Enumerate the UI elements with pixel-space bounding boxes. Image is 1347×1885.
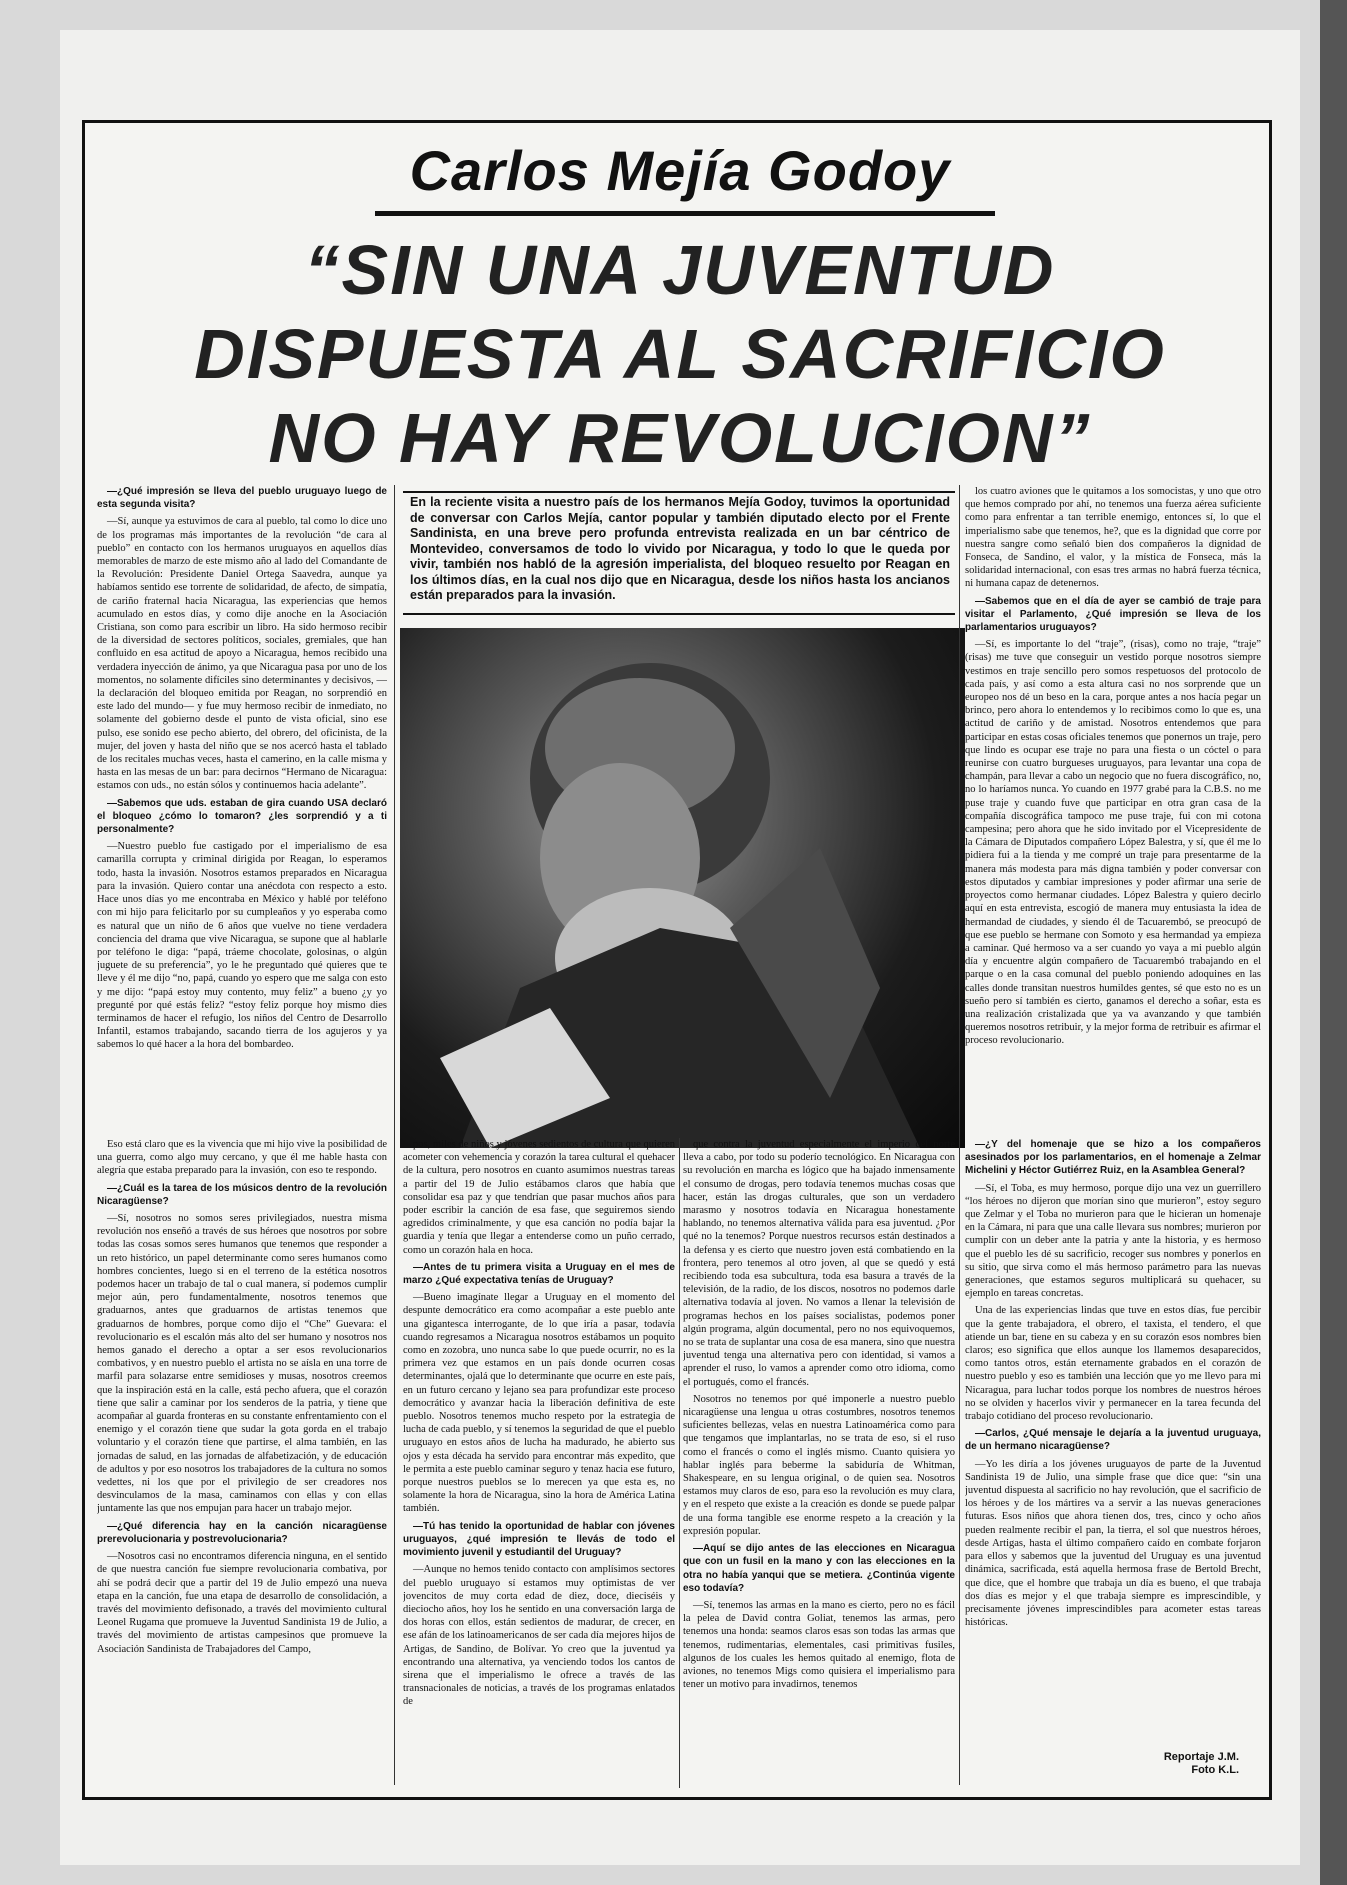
column-rule-2 bbox=[679, 1138, 680, 1788]
question-paragraph: —Aquí se dijo antes de las elecciones en Nicaragua que con un fusil en la mano y con las elecciones en la otra no había yanqui que se metiera. ¿Continúa vigente eso todavía? bbox=[683, 1543, 955, 1594]
portrait-photo bbox=[400, 628, 965, 1148]
column-middle-right bbox=[683, 1138, 955, 1793]
question-paragraph: —Carlos, ¿Qué mensaje le dejaría a la juventud uruguaya, de un hermano nicaragüense? bbox=[965, 1428, 1261, 1453]
question-paragraph: —¿Y del homenaje que se hizo a los compañeros asesinados por los parlamentarios, en el homenaje a Zelmar Michelini y Héctor Gutiérrez Ruiz, en la Asamblea General? bbox=[965, 1139, 1261, 1177]
headline-line-1: “SIN UNA JUVENTUD bbox=[304, 231, 1056, 309]
column-left-bottom bbox=[97, 1138, 387, 1793]
answer-paragraph: —Sí, el Toba, es muy hermoso, porque dijo una vez un guerrillero “los héroes no dijeron que morían sino que murieron”, estoy seguro que Zelmar y el Toba no murieron para que le hicieran un homenaje en la Cámara, ni para que una calle llevara sus nombres; murieron por cumplir con un deber ante la patria y ante la historia, y es hermoso que el pueblo les dé su sacrificio, recoger sus nombres y ponerlos en su sitio, que sirva como el más hermoso parámetro para las nuevas generaciones, que estamos seguros multiplicará su quehacer, su ejemplo en tareas concretas. bbox=[965, 1182, 1261, 1300]
headline-line-2: DISPUESTA AL SACRIFICIO bbox=[194, 315, 1166, 393]
answer-paragraph: —Aunque no hemos tenido contacto con amplísimos sectores del pueblo uruguayo sí estamos muy optimistas de ver jovencitos de muy corta edad de diez, doce, dieciséis y dieciocho años, hoy los he sentido en una conversación larga de dos horas con ellos, están sedientos de madurar, de crecer, en ese afán de los latinoamericanos de ser cada día mejores hijos de Artigas, de Sandino, de Bolívar. Yo creo que la juventud ya encontrando una alternativa, ya venciendo todos los cantos de sirena que el imperialismo le ofrece a través de las transnacionales de noticias, a través de los programas enlatados de bbox=[403, 1564, 675, 1708]
intro-paragraph: En la reciente visita a nuestro país de los hermanos Mejía Godoy, tuvimos la oportunidad de conversar con Carlos Mejía, cantor popular y también diputado electo por el Frente Sandinista, en una breve pero profunda entrevista realizada en un bar céntrico de Montevideo, conversamos de todo lo vivido por Nicaragua, y todo lo que le queda por vivir, también nos habló de la agresión imperialista, del bloqueo resuelto por Reagan en los últimos días, en la cual nos dijo que en Nicaragua, desde los niños hasta los ancianos están preparados para la invasión. bbox=[410, 495, 950, 602]
answer-paragraph: —Nuestro pueblo fue castigado por el imperialismo de esa camarilla corrupta y criminal dirigida por Reagan, lo esperamos todo, hasta la invasión. Nosotros estamos preparados en Nicaragua para la invasión. Quiero contar una anécdota con respecto a esto. Hace unos días yo me encontraba en México y hablé por teléfono con mi hijo para felicitarlo por su cumpleaños y yo esperaba como es natural que un niño de 6 años que vuelve no tiene verdadera conciencia del drama que vive Nicaragua, se supone que al hablarle por teléfono le diga: “papá, tráeme chocolate, golosinas, o algún juguete de su preferencia”, yo le he preguntado qué quieres que te lleve y él me dijo “no, papá, cuando yo espero que me salga con esto y me dijo: “papá estoy muy contento, muy feliz” a bueno ¿y yo pregunté por qué estás feliz? “estoy feliz porque hoy mismo dies terminamos de hacer el refugio, los niños del Centro de Desarrollo Infantil, estamos trabajando, sacando tierra de los agujeros y ya sabemos lo qué hacer a la hora del bombardeo. bbox=[97, 841, 387, 1051]
answer-paragraph: —Sí, es importante lo del “traje”, (risas), como no traje, “traje” (risas) me tuve que conseguir un vestido porque nosotros siempre vestimos en traje sencillo pero somos respetuosos del protocolo de cada país, y así como a esta altura casi no nos sorprende que un europeo nos dé un beso en la cara, porque antes a nos hacía pegar un brinco, pero ahora lo entendemos y lo recibimos como lo que es, una actitud de cariño y de amistad. Nosotros entendemos que para participar en estas cosas oficiales tenemos que ponernos un traje, pero que lindo es ocupar ese traje no para una fiesta o un cóctel o para reunirse con cuatro burgueses uruguayos, para levantar una copa de champán, para llevar a cabo un negocio que no fuera discográfico, no, no lo haríamos nunca. Yo cuando en 1977 grabé para la C.B.S. no me puse traje y cuando fuve que participar en otra gran casa de la compañía discográfica tampoco me puse traje, fui con mi cotona campesina; pero ahora que he sido invitado por el Vicepresidente de la Cámara de Diputados compañero López Balestra, y sí, que él me lo pidiera fui a la tienda y me compré un traje para presentarme de la manera más modesta para más digna también y poder conversar con estos diputados y cambiar impresiones y poder afirmar una serie de proyectos como hermanar ciudades. López Balestra y quiero decirlo aquí en esta entrevista, escogió de manera muy entusiasta la idea de hermandad de ciudades, y siendo él de Tacuarembó, se preocupó de que ese pueblo se hermane con Somoto y esa hermandad ya empieza a caminar. Qué hermoso va a ser cuando yo vaya a mi pueblo algún día y encuentre algún compañero de Tacuarembó trabajando en el parque o en la casa comunal del pueblo poniendo adoquines en las calles donde transitan nuestros humildes gentes, sé que esto no es un sueño pero sí también es cierto, ganamos el derecho a soñar, esta es una realización cristalizada que ya va avanzando y que también queremos nosotros retribuir, y la mejor forma de retribuir es afirmar el proceso revolucionario. bbox=[965, 639, 1261, 1047]
column-left-top bbox=[97, 485, 387, 1133]
article-credits bbox=[1164, 1751, 1239, 1777]
answer-paragraph: —Sí, nosotros no somos seres privilegiados, nuestra misma revolución nos enseñó a través de sus héroes que nosotros por sobre todas las cosas somos seres humanos que tenemos que responder a un reto histórico, un papel determinante como seres humanos como hombres concientes, luego si en el terreno de la estética nosotros podemos hacer un trabajo de tal o cual manera, sí podemos cumplir mejor aún, pero fundamentalmente, nosotros tenemos que graduarnos, antes que graduarnos de artistas tenemos que graduarnos de hombres, porque como dijo el “Che” Guevara: el revolucionario es el escalón más alto del ser humano y nosotros nos hemos ganado el derecho a optar a ser esos revolucionarios combativos, y en nuestro pueblo el artista no se aísla en una torre de marfil para solazarse entre semidioses y musas, nosotros creemos que la inspiración está en la calle, está pecho afuera, que el corazón tiene que salir a caminar por los senderos de la patria, y tiene que acompañar al guarda fronteras en su constante enfrentamiento con el enemigo y el corazón tiene que sudar la gota gorda en el trabajo voluntario y el corazón tiene que partirse, el alma también, en las jornadas de salud, en las jornadas de alfabetización, y de educación de adultos y por eso nosotros los trabajadores de la cultura no somos vedettes, ni los que por el privilegio de ser creadores nos desvinculamos de la masa, caminamos con ellas y con ellas juntamente las que nos empujan para hacer un trabajo mejor. bbox=[97, 1213, 387, 1515]
answer-paragraph: Una de las experiencias lindas que tuve en estos días, fue percibir que la gente trabajadora, el obrero, el taxista, el tendero, el que atiende un bar, tiene en su cabeza y en su corazón esos nombres bien claros; eso significa que ellos aunque los llamemos desaparecidos, como tantos otros, están eternamente grabados en el corazón de nuestro pueblo y eso es también una lección que yo me llevo para mi Nicaragua, para luchar todos porque los nombres de nuestros héroes no se olviden y hacerlos vivir y permanecer en la tarea fecunda del trabajo cotidiano del proceso revolucionario. bbox=[965, 1305, 1261, 1423]
article-name: Carlos Mejía Godoy bbox=[409, 139, 951, 202]
column-right-bottom bbox=[965, 1138, 1261, 1748]
answer-paragraph: pos, miles de niños y jóvenes sedientos de cultura que quieren acometer con vehemencia y corazón la tarea cultural el quehacer de la cultura, pero nosotros en cuanto asumimos nuestras tareas a partir del 19 de Julio estábamos claros que había que consolidar esa paz y que tendrían que pasar muchos años para poder escribir la canción de esa fase, que seguiremos siendo agredidos criminalmente, y que esa canción no podía bajar la guardia y tenía que llegar a entenderse como un puño cerrado, como un corazón hala en hoca. bbox=[403, 1139, 675, 1256]
answer-paragraph: —Bueno imagínate llegar a Uruguay en el momento del despunte democrático era como acompañar a este pueblo ante una gigantesca interrogante, de lo que iría a pasar, todavía cuando regresamos a Nicaragua nosotros estábamos un poquito como en zozobra, uno nunca sabe lo que puede ocurrir, no es la primera vez que estamos en un país donde ocurren cosas determinantes, ojalá que lo determinante que ocurre en este país, en un futuro cercano y lejano sea para profundizar este proceso democrático y avanzar hacia la liberación definitiva de este pueblo. Nosotros tenemos mucho respeto por la estrategia de lucha de cada pueblo, y sí tenemos la seguridad de que el pueblo uruguayo en estos años de lucha ha madurado, he abierto sus ojos y esta década ha servido para encontrar más expedito, que le permita a este pueblo caminar seguro y tenaz hacia ese futuro, porque nuestros pueblos se lo merecen ya que esta es, no solamente la hora de Nicaragua, sino la hora de América Latina también. bbox=[403, 1292, 675, 1515]
answer-paragraph: que contra la juventud especialmente el imperio del norte lleva a cabo, por todo su poderío tecnológico. En Nicaragua con su revolución en marcha es lógico que ha bajado inmensamente el consumo de drogas, pero todavía tenemos muchas cosas que hacer, están las drogas culturales, que son un verdadero marasmo y nosotros todavía en Nicaragua honestamente hablando, no tenemos alternativa válida para esa juventud. ¿Por qué no la tenemos? Porque nuestros recursos están destinados a la defensa y es cierto que nuestro joven está combatiendo en la frontera, pero tenemos al otro joven, al que se quedó y está recibiendo toda esa subcultura, toda esa basura a través de la televisión, de la radio, de los discos, nosotros no podemos darle alternativa todavía al joven. No vamos a llenar la televisión de programas hechos en los países socialistas, podemos poner algún programa, algún documental, pero no nos equivoquemos, no se trata de suplantar una cosa de esa manera, sino que nuestra juventud tenga una alternativa pero con identidad, si vamos a aprender el ruso, lo vamos a aprender como otro idioma, como el portugués, como el francés. bbox=[683, 1139, 955, 1388]
article-headline bbox=[125, 228, 1235, 480]
answer-paragraph: Eso está claro que es la vivencia que mi hijo vive la posibilidad de una guerra, como algo muy cercano, y que él me hable hasta con alegría que estaba preparado para la invasión, con eso te respondo. bbox=[97, 1139, 387, 1177]
question-paragraph: —Tú has tenido la oportunidad de hablar con jóvenes uruguayos, ¿qué impresión te llevás de todo el movimiento juvenil y estudiantil del Uruguay? bbox=[403, 1520, 675, 1559]
answer-paragraph: —Sí, aunque ya estuvimos de cara al pueblo, tal como lo dice uno de los programas más importantes de la revolución “de cara al pueblo” en contacto con los hermanos uruguayos en aquellos días memorables de marzo de este mismo año al lado del Comandante de la Revolución: Presidente Daniel Ortega Saavedra, aunque ya habíamos sentido ese torrente de solidaridad, de afecto, de simpatía, de cariño fraternal hacia Nicaragua, las experiencias que hemos acumulado en estos días, y como dije anoche en la Asociación Cristiana, son como para escribir un libro. Ha sido hermoso recibir de la diversidad de sectores políticos, sociales, gremiales, que han confluido en esa actitud de apoyo a Nicaragua, hemos recibido una verdadera inyección de ánimo, ya que Nicaragua pasa por uno de los momentos, no solamente difíciles sino determinantes y decisivos, —la declaración del bloqueo emitida por Reagan, no sorprendió en este lado del mundo— y fue muy hermoso recibir de inmediato, no solamente del gobierno desde el punto de vista oficial, sino ese pulso, ese sonido ese pecho abierto, del obrero, del oficinista, de la mujer, del joven y hasta del niño que se nos acercó hasta el tablado de los recitales muchas veces, hasta el camerino, en la calle misma y hasta en las mesas de un bar: para decirnos “Hermano de Nicaragua: estamos con uds., no están sólos y continuemos hacia adelante”. bbox=[97, 516, 387, 792]
answer-paragraph: —Sí, tenemos las armas en la mano es cierto, pero no es fácil la pelea de David contra Goliat, tenemos las armas, pero tenemos una honda: seamos claros esas son todas las armas que tenemos, rudimentarias, elementales, casi primitivas fusiles, algunos de los cuales les hemos quitado al enemigo, flota de aviones, no tenemos Migs como quisiera el imperialismo para tener un motivo para invadirnos, tenemos bbox=[683, 1599, 955, 1691]
question-paragraph: —¿Qué diferencia hay en la canción nicaragüense prerevolucionaria y postrevolucionaria? bbox=[97, 1520, 387, 1545]
intro-top-rule bbox=[403, 491, 955, 493]
column-rule-3 bbox=[959, 485, 960, 1785]
intro-bottom-rule bbox=[403, 613, 955, 615]
name-underline bbox=[375, 211, 995, 216]
column-right-top bbox=[965, 485, 1261, 1133]
credit-report: Reportaje J.M. bbox=[1163, 1751, 1239, 1763]
answer-paragraph: los cuatro aviones que le quitamos a los somocistas, y uno que otro que hemos comprado por ahí, no tenemos una fuerza aérea suficiente como para enfrentar a tan terrible enemigo, entonces sí, lo que el imperialismo sabe que tenemos, he?, que es la dignidad que corre por nuestra sangre como señaló bien dos compañeros la dignidad de Fonseca, de Sandino, el valor, y la mística de Fonseca, más la solidaridad internacional, con esas tres armas no habrá fuerza técnica, ni humana capaz de detenernos. bbox=[965, 486, 1261, 590]
question-paragraph: —Sabemos que en el día de ayer se cambió de traje para visitar el Parlamento, ¿Qué impresión se lleva de los parlamentarios uruguayos? bbox=[965, 595, 1261, 634]
question-paragraph: —Antes de tu primera visita a Uruguay en el mes de marzo ¿Qué expectativa tenías de Uruguay? bbox=[403, 1261, 675, 1287]
credit-photo: Foto K.L. bbox=[1191, 1764, 1239, 1776]
question-paragraph: —¿Cuál es la tarea de los músicos dentro de la revolución Nicaragüense? bbox=[97, 1182, 387, 1207]
question-paragraph: —¿Qué impresión se lleva del pueblo uruguayo luego de esta segunda visita? bbox=[97, 486, 387, 511]
scan-edge bbox=[1320, 0, 1347, 1885]
answer-paragraph: Nosotros no tenemos por qué imponerle a nuestro pueblo nicaragüense una lengua u otras costumbres, nosotros tenemos suficientes bellezas, velas en nuestra Latinoamérica como para que tengamos que implantarlas, no se trata de eso, si el ruso como el francés o como el inglés mismo. Cuanto quisiera yo hablar inglés para beberme la sabiduría de Whitman, Shakespeare, en su lengua original, o de quien sea. Nosotros estamos muy claros de eso, para eso la revolución es muy clara, y en el respeto que existe a la creación es donde se puede palpar de una forma tangible ese enorme respeto a la creación y la expresión popular. bbox=[683, 1393, 955, 1537]
column-middle-left bbox=[403, 1138, 675, 1793]
headline-line-3: NO HAY REVOLUCION” bbox=[268, 399, 1092, 477]
question-paragraph: —Sabemos que uds. estaban de gira cuando USA declaró el bloqueo ¿cómo lo tomaron? ¿les sorprendió y a ti personalmente? bbox=[97, 797, 387, 836]
article-frame bbox=[82, 120, 1272, 1800]
column-rule-1 bbox=[394, 485, 395, 1785]
answer-paragraph: —Nosotros casi no encontramos diferencia ninguna, en el sentido de que nuestra canción fue siempre revolucionaria combativa, por ahí se podrá decir que a partir del 19 de Julio empezó una nueva etapa en la canción, fue una etapa de desarrollo de consolidación, a través del movimiento defisonado, a través del movimiento cultural Leonel Rugama que promueve la Juventud Sandinista 19 de Julio, a través del movimiento de artistas campesinos que promueve la Asociación Sandinista de Trabajadores del Campo, bbox=[97, 1551, 387, 1655]
answer-paragraph: —Yo les diría a los jóvenes uruguayos de parte de la Juventud Sandinista 19 de Julio, una simple frase que dice que: “sin una juventud dispuesta al sacrificio no hay revolución, que el sacrificio de los héroes y de los mártires va a servir a las nuevas generaciones futuras. Esos niños que ahora tienen dos, tres, cinco y ocho años pueden realmente recibir el pan, la tierra, el sol que nuestros héroes, desde Artigas, hasta el último compañero caído en combate forjaron para ellos y sabemos que la juventud del Uruguay es una juventud dinámica, sacrificada, está aquella hermosa frase de Bertold Brecht, que dice, que el hombre que trabaja un día es bueno, el que trabaja dos días es mejor y el que trabaja siempre es imprescindible, y precisamente jóvenes imprescindibles para acometer estas tareas históricas. bbox=[965, 1458, 1261, 1629]
portrait-illustration bbox=[400, 628, 965, 1148]
